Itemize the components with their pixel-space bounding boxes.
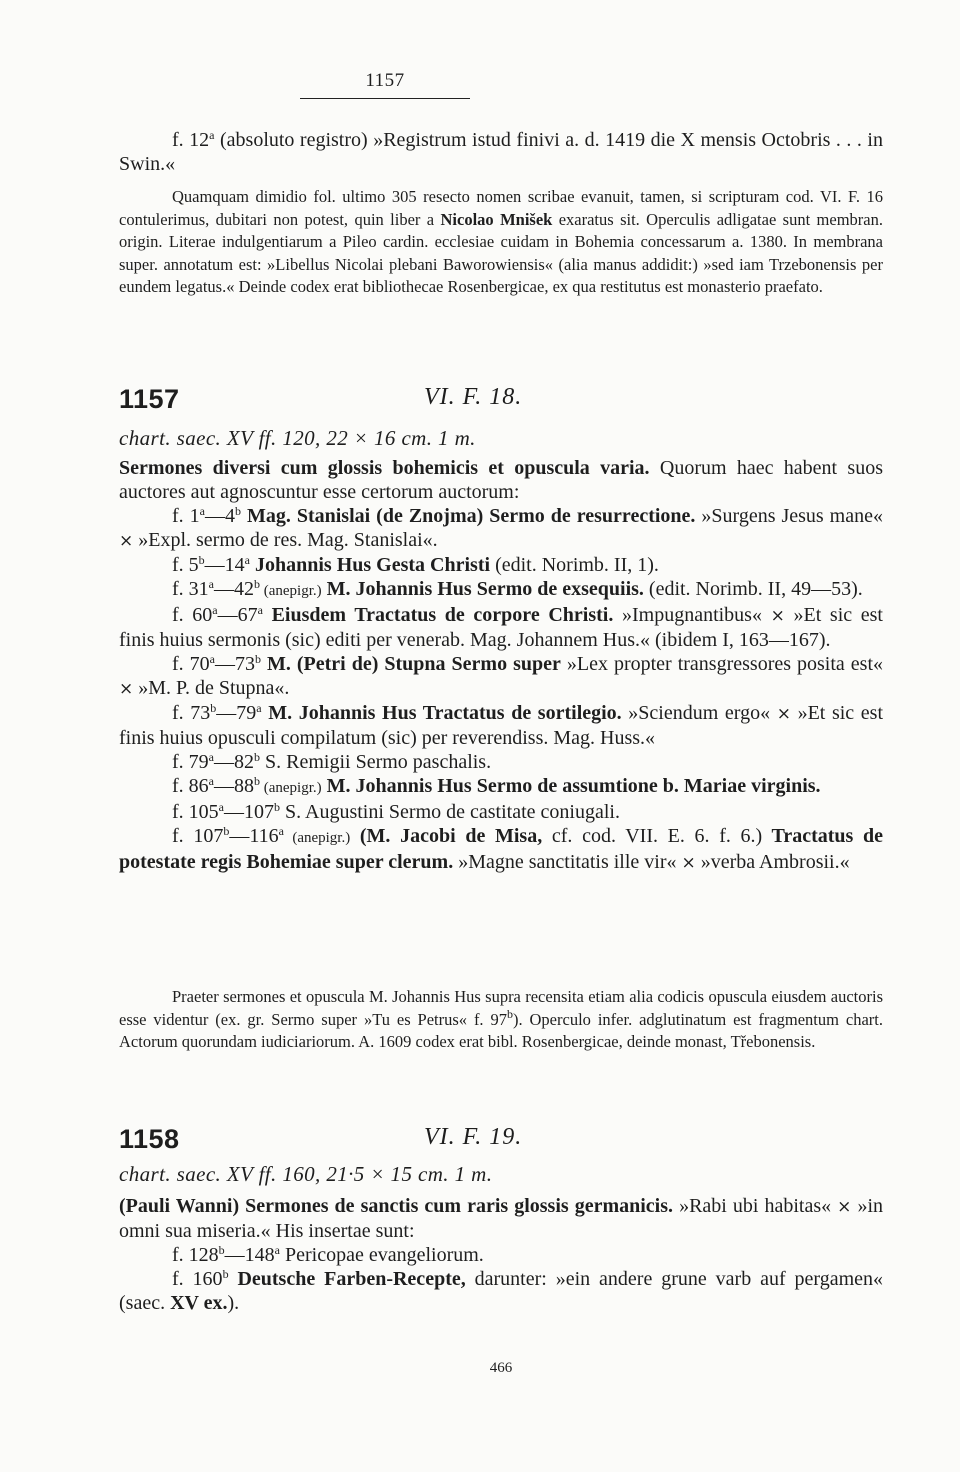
text-run: S. Remigii Sermo paschalis. [260,751,492,773]
text-run: × [119,531,134,551]
text-run: (edit. Norimb. II, 1). [490,554,659,576]
text-run [119,128,883,176]
folio-side-marker: b [198,553,205,567]
folio-side-marker: b [210,701,217,715]
list-item [119,652,883,701]
text-run: (edit. Norimb. II, 49—53). [643,578,863,600]
list-item [119,701,883,750]
text-run: f. 128 [172,1244,219,1266]
text-run: Praeter sermones et opuscula M. Johannis Hus supra recensita etiam alia codicis opuscula eiusdem auctoris esse videntur (ex. gr. Sermo super »Tu es Petrus« f. 97 [119,987,883,1029]
text-run: —107 [224,801,274,823]
list-item [119,774,883,800]
text-run: XV ex. [170,1292,228,1314]
folio-side-marker: a [274,1243,280,1257]
folio-side-marker: b [222,1267,229,1281]
folio-side-marker: a [208,577,214,591]
text-run: (M. Jacobi de Misa, [350,825,543,847]
physical-description: chart. saec. XV ff. 160, 21·5 × 15 cm. 1 m. [119,1162,493,1186]
list-item [119,553,883,577]
text-run: »Et sic est finis huius opusculi compilatum (sic) per reverendiss. Mag. Huss.« [119,702,884,749]
folio-side-marker: b [234,504,241,518]
folio-side-marker: b [254,774,260,788]
text-run: S. Augustini Sermo de castitate coniugali. [280,801,620,823]
text-run: Quorum haec habent suos auctores aut agnoscuntur esse certorum auctorum: [119,457,883,503]
folio-side-marker: b [506,1006,513,1021]
folio-side-marker: a [212,603,218,617]
text-run: f. 1 [172,505,200,527]
text-run: »Rabi ubi habitas« [673,1195,832,1217]
text-run: Deutsche Farben-Recepte, [228,1268,466,1290]
text-run: M. Johannis Hus Sermo de assumtione b. Mariae virginis. [321,775,821,797]
text-run [119,986,883,1054]
text-run: »Lex propter transgressores posita est« [560,653,883,675]
text-run: f. 105 [172,801,219,823]
entry-1157-note [119,986,883,1054]
text-run: (Pauli Wanni) Sermones de sanctis cum raris glossis germanicis. [119,1195,674,1217]
text-run: Sermones diversi cum glossis bohemicis et opuscula varia. [119,457,650,479]
entry-1158-contents [119,1194,883,1315]
folio-side-marker: a [257,603,263,617]
text-run: × [837,1197,852,1217]
text-run: × [119,679,134,699]
text-run: × [776,704,791,724]
list-item [119,824,883,875]
entry-number: 1158 [119,1124,180,1154]
text-run: f. 107 [172,825,224,847]
text-run: —14 [204,554,245,576]
folio-side-marker: b [255,652,261,666]
folio-side-marker: b [218,1243,225,1257]
text-run: Quamquam dimidio fol. ultimo 305 resecto nomen scribae evanuit, tamen, si scripturam cod. VI. F. 16 contulerimus, dubitari non potest, quin liber a [119,187,883,229]
text-run: exaratus sit. Operculis adligatae sunt membran. origin. Literae indulgentiarum a Pileo cardin. ecclesiae cuidam in Bohemia concessarum a. 1380. In membrana super. annotatum est: »Libellus Nicolai plebani Baworowiensis« (alia manus addidit:) »sed iam Trzebonensis per eundem legatus.« Deinde codex erat bibliothecae Rosenbergicae, ex qua restitutus est monasterio praefato. [119,209,883,296]
text-run: (anepigr.) [260,583,322,599]
folio-side-marker: a [209,652,215,666]
list-item [119,800,883,824]
text-run: —79 [216,702,257,724]
text-run: —82 [214,751,254,773]
text-run: »Magne sanctitatis ille vir« [453,851,677,873]
list-item [119,1267,883,1315]
folio-side-marker: a [244,553,250,567]
text-run: f. 79 [172,751,209,773]
folio-side-marker: a [278,824,284,838]
folio-side-marker: a [256,701,262,715]
list-item [119,1243,883,1267]
text-run: (anepigr.) [283,830,351,846]
text-run: —88 [214,775,254,797]
text-run: —148 [224,1244,275,1266]
text-run: f. 73 [172,702,211,724]
text-run: Nicolao Mnišek [440,209,553,229]
physical-description: chart. saec. XV ff. 120, 22 × 16 cm. 1 m. [119,426,476,450]
text-run: »Et sic est finis huius sermonis (sic) editi per venerab. Mag. Johannem Hus.« (ibidem I, 163—167). [119,604,883,651]
page-number: 466 [489,1360,513,1376]
prev-entry-note [119,186,883,299]
text-run: M. Johannis Hus Sermo de exsequiis. [321,578,644,600]
text-run: —4 [204,505,235,527]
list-item [119,504,883,553]
text-run: darunter: »ein andere grune varb auf pergamen« [465,1268,884,1290]
text-run: —67 [217,604,258,626]
text-run: »Sciendum ergo« [621,702,771,724]
list-item [119,577,883,603]
text-run: »Impugnantibus« [613,604,762,626]
entry-1158-header [119,1124,883,1158]
text-run: »in omni sua miseria.« His insertae sunt: [119,1195,884,1242]
folio-side-marker: b [223,824,230,838]
text-run: f. 86 [172,775,209,797]
text-run: f. 5 [172,554,199,576]
text-run: f. 60 [172,604,213,626]
text-run: × [681,853,696,873]
text-run: (saec. [119,1292,166,1314]
running-head: 1157 [300,70,470,99]
text-run: cf. cod. VII. E. 6. f. 6.) [542,825,763,847]
text-run: —116 [229,825,279,847]
folio-side-marker: a [208,774,214,788]
entry-1157-contents [119,456,883,875]
text-run: f. 160 [172,1268,223,1290]
shelfmark: VI. F. 19. [424,1124,523,1150]
entry-title [119,456,883,504]
text-run: Eiusdem Tractatus de corpore Christi. [262,604,614,626]
text-run: × [770,606,785,626]
text-run: f. 31 [172,578,209,600]
entry-title [119,1194,883,1243]
text-run: »Expl. sermo de res. Mag. Stanislai«. [133,529,438,551]
text-run: (anepigr.) [260,780,322,796]
folio-side-marker: a [199,504,205,518]
text-run: ). Operculo infer. adglutinatum est fragmentum chart. Actorum quorundam iudiciariorum. A. 1609 codex erat bibl. Rosenbergicae, deinde monast, Třebonensis. [119,1009,883,1051]
folio-side-marker: b [254,577,260,591]
text-run [119,186,883,299]
folio-side-marker: b [274,800,280,814]
text-run: Mag. Stanislai (de Znojma) Sermo de resurrectione. [240,505,696,527]
text-run: Pericopae evangeliorum. [280,1244,484,1266]
entry-number: 1157 [119,384,180,414]
text-run: »Surgens Jesus mane« [695,505,883,527]
folio-side-marker: a [218,800,224,814]
entry-1157-header [119,384,883,418]
text-run: (absoluto registro) »Registrum istud finivi a. d. 1419 die X mensis Octobris . . . in Swin.« [119,129,883,175]
text-run: M. Johannis Hus Tractatus de sortilegio. [261,702,622,724]
text-run: M. (Petri de) Stupna Sermo super [261,653,561,675]
text-run: Johannis Hus Gesta Christi [250,554,491,576]
text-run: »M. P. de Stupna«. [133,677,290,699]
text-run: f. 70 [172,653,210,675]
folio-side-marker: a [209,128,215,142]
text-run: —42 [214,578,254,600]
text-run: Tractatus de potestate regis Bohemiae super clerum. [119,825,884,873]
prev-entry-last-item [119,128,883,176]
text-run: ). [227,1292,240,1314]
list-item [119,603,883,652]
folio-side-marker: b [254,750,260,764]
folio-side-marker: a [208,750,214,764]
shelfmark: VI. F. 18. [424,384,523,410]
list-item [119,750,883,774]
text-run: »verba Ambrosii.« [695,851,850,873]
text-run: —73 [215,653,255,675]
text-run: f. 12 [172,129,210,151]
